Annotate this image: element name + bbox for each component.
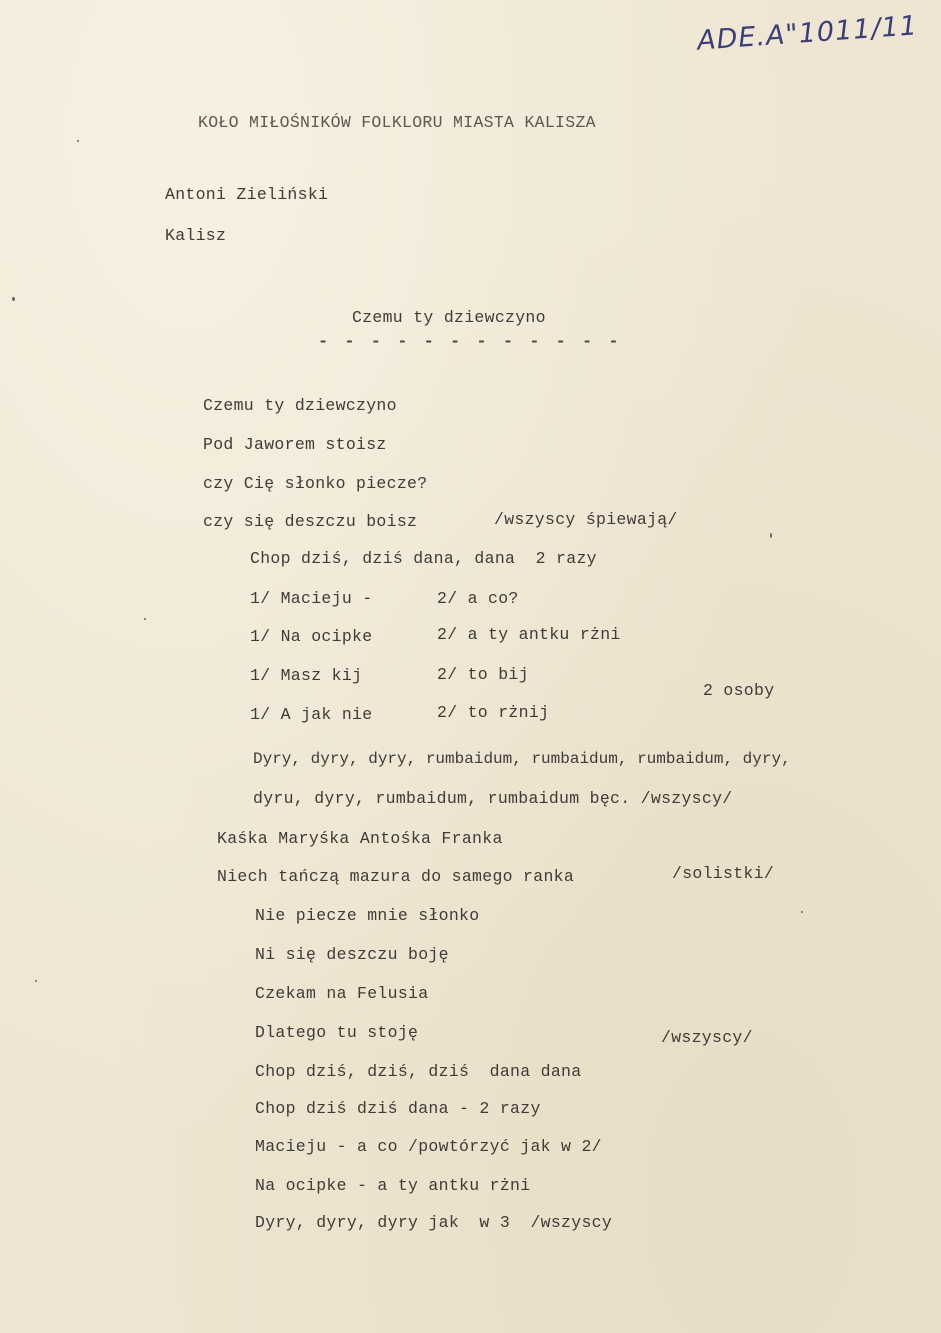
dialog-line-1: 1/ Masz kij bbox=[250, 666, 363, 685]
paper-speck bbox=[77, 140, 79, 142]
paper-speck bbox=[35, 980, 37, 982]
verse-line: Nie piecze mnie słonko bbox=[255, 906, 480, 925]
chorus-line: Chop dziś, dziś, dziś dana dana bbox=[255, 1062, 582, 1081]
chorus-line: Na ocipke - a ty antku rżni bbox=[255, 1176, 531, 1195]
performer-note: /wszyscy śpiewają/ bbox=[494, 510, 678, 529]
chorus-line: Macieju - a co /powtórzyć jak w 2/ bbox=[255, 1137, 602, 1156]
dialog-reply-2: 2/ a ty antku rżni bbox=[437, 625, 621, 644]
chorus-line: Dyry, dyry, dyry jak w 3 /wszyscy bbox=[255, 1213, 613, 1232]
dialog-line-1: 1/ Na ocipke bbox=[250, 627, 373, 646]
dialog-reply-2: 2/ to rżnij bbox=[437, 703, 550, 722]
verse-line: Czemu ty dziewczyno bbox=[203, 396, 397, 415]
dialog-line-1: 1/ A jak nie bbox=[250, 705, 373, 724]
archive-signature-handwritten: ADE.A"1011/11 bbox=[696, 10, 919, 57]
refrain-line: Dyry, dyry, dyry, rumbaidum, rumbaidum, rumbaidum, dyry, bbox=[253, 750, 791, 768]
verse-line: Czekam na Felusia bbox=[255, 984, 429, 1003]
verse-line: czy Cię słonko piecze? bbox=[203, 474, 428, 493]
dialog-reply-2: 2/ a co? bbox=[437, 589, 519, 608]
solo-line: Niech tańczą mazura do samego ranka bbox=[217, 867, 575, 886]
song-title: Czemu ty dziewczyno bbox=[352, 308, 546, 327]
author-name: Antoni Zieliński bbox=[165, 185, 329, 204]
organization-header: KOŁO MIŁOŚNIKÓW FOLKLORU MIASTA KALISZA bbox=[198, 113, 596, 132]
performer-note: /solistki/ bbox=[672, 864, 775, 883]
chorus-line: Chop dziś dziś dana - 2 razy bbox=[255, 1099, 541, 1118]
dialog-line-1: 1/ Macieju - bbox=[250, 589, 373, 608]
title-underline: - - - - - - - - - - - - bbox=[318, 333, 622, 352]
verse-line: Ni się deszczu boję bbox=[255, 945, 449, 964]
refrain-line: dyru, dyry, rumbaidum, rumbaidum bęc. /wszyscy/ bbox=[253, 789, 733, 808]
place-name: Kalisz bbox=[165, 226, 227, 245]
verse-line: Dlatego tu stoję bbox=[255, 1023, 419, 1042]
solo-line: Kaśka Maryśka Antośka Franka bbox=[217, 829, 503, 848]
paper-speck bbox=[12, 297, 15, 301]
verse-line: Pod Jaworem stoisz bbox=[203, 435, 387, 454]
performer-note: /wszyscy/ bbox=[661, 1028, 753, 1047]
dialog-reply-2: 2/ to bij bbox=[437, 665, 529, 684]
paper-speck bbox=[144, 618, 146, 620]
performer-note: 2 osoby bbox=[703, 681, 775, 700]
paper-speck bbox=[801, 911, 803, 913]
paper-speck bbox=[770, 533, 772, 538]
chorus-line: Chop dziś, dziś dana, dana 2 razy bbox=[250, 549, 597, 568]
verse-line: czy się deszczu boisz bbox=[203, 512, 418, 531]
